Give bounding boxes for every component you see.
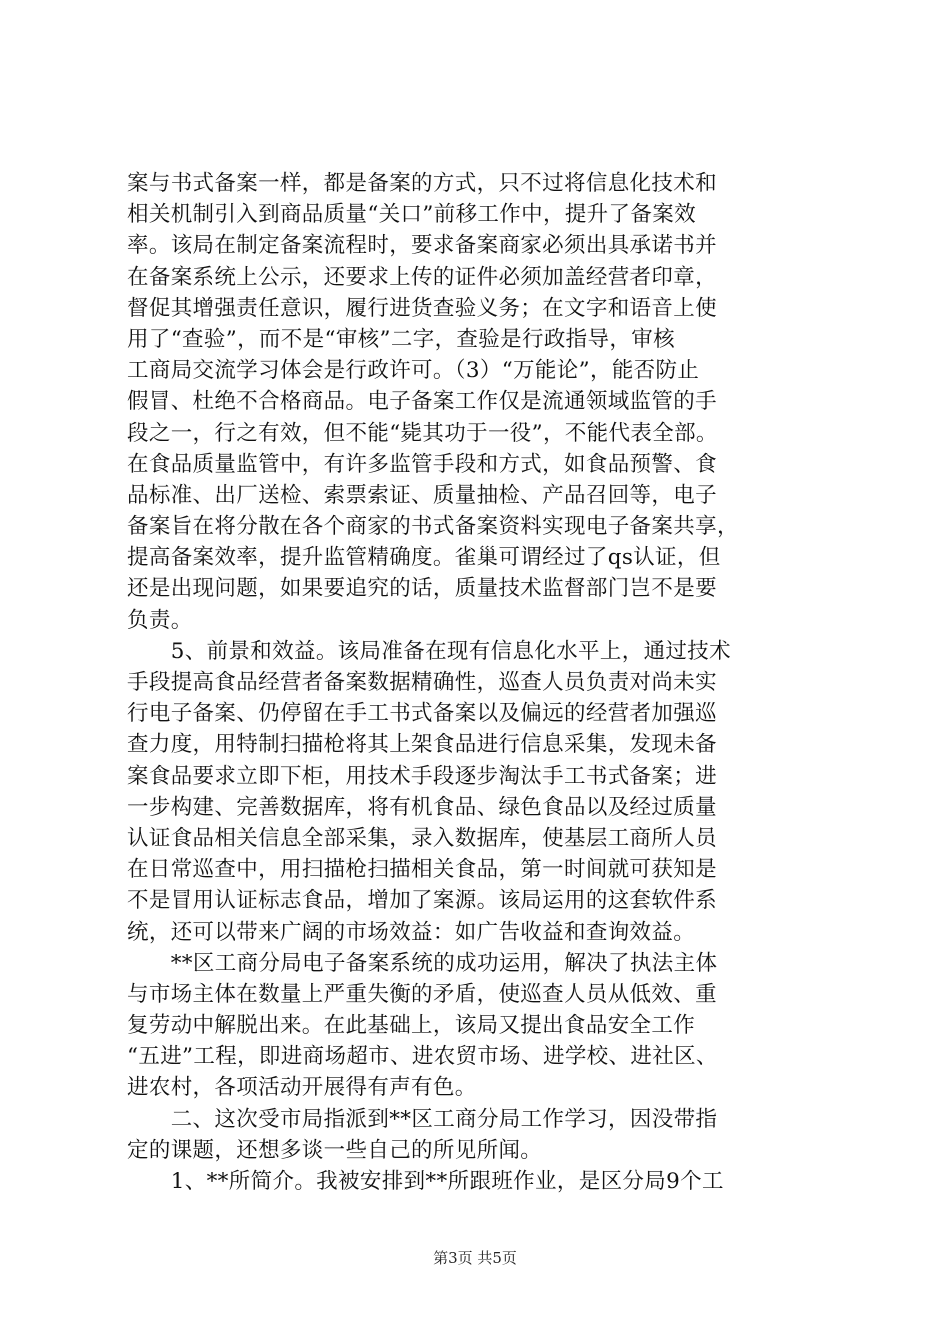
text-line: 在日常巡查中，用扫描枪扫描相关食品，第一时间就可获知是	[127, 857, 717, 883]
text-line: 品标准、出厂送检、索票索证、质量抽检、产品召回等，电子	[127, 482, 717, 508]
page-footer: 第3页 共5页	[433, 1249, 517, 1267]
text-line: 与市场主体在数量上严重失衡的矛盾，使巡查人员从低效、重	[127, 981, 717, 1007]
text-line: 5、前景和效益。该局准备在现有信息化水平上，通过技术	[127, 638, 731, 664]
text-line: 率。该局在制定备案流程时，要求备案商家必须出具承诺书并	[127, 233, 717, 259]
text-line: 备案旨在将分散在各个商家的书式备案资料实现电子备案共享，	[127, 514, 739, 540]
text-line: 还是出现问题，如果要追究的话，质量技术监督部门岂不是要	[127, 576, 717, 602]
text-line: 提高备案效率，提升监管精确度。雀巢可谓经过了qs认证，但	[127, 545, 721, 571]
text-line: 手段提高食品经营者备案数据精确性，巡查人员负责对尚未实	[127, 670, 717, 695]
text-line: **区工商分局电子备案系统的成功运用，解决了执法主体	[127, 950, 718, 976]
body-text	[127, 168, 827, 1197]
text-line: 不是冒用认证标志食品，增加了案源。该局运用的这套软件系	[127, 888, 717, 914]
text-line: 督促其增强责任意识，履行进货查验义务；在文字和语音上使	[127, 295, 717, 321]
text-line: 段之一，行之有效，但不能“毙其功于一役”，不能代表全部。	[127, 420, 718, 446]
text-line: 定的课题，还想多谈一些自己的所见所闻。	[127, 1137, 543, 1163]
text-line: 在食品质量监管中，有许多监管手段和方式，如食品预警、食	[127, 451, 717, 477]
text-line: 认证食品相关信息全部采集，录入数据库，使基层工商所人员	[127, 825, 717, 851]
text-line: 在备案系统上公示，还要求上传的证件必须加盖经营者印章，	[127, 264, 717, 290]
text-line: 案与书式备案一样，都是备案的方式，只不过将信息化技术和	[127, 171, 717, 196]
text-line: 二、这次受市局指派到**区工商分局工作学习，因没带指	[127, 1106, 718, 1132]
text-line: 一步构建、完善数据库，将有机食品、绿色食品以及经过质量	[127, 794, 717, 820]
text-line: 复劳动中解脱出来。在此基础上，该局又提出食品安全工作	[127, 1013, 696, 1039]
text-line: 统，还可以带来广阔的市场效益：如广告收益和查询效益。	[127, 919, 696, 945]
text-line: 进农村，各项活动开展得有声有色。	[127, 1075, 477, 1101]
text-line: 查力度，用特制扫描枪将其上架食品进行信息采集，发现未备	[127, 732, 717, 758]
text-line: 相关机制引入到商品质量“关口”前移工作中，提升了备案效	[127, 202, 696, 228]
text-line: 用了“查验”，而不是“审核”二字，查验是行政指导，审核	[127, 326, 675, 352]
text-line: 1、**所简介。我被安排到**所跟班作业，是区分局9个工	[127, 1169, 724, 1194]
text-line: 行电子备案、仍停留在手工书式备案以及偏远的经营者加强巡	[127, 701, 717, 727]
text-line: 工商局交流学习体会是行政许可。（3）“万能论”，能否防止	[127, 358, 700, 384]
text-line: 假冒、杜绝不合格商品。电子备案工作仅是流通领域监管的手	[127, 389, 717, 415]
text-line: 案食品要求立即下柜，用技术手段逐步淘汰手工书式备案；进	[127, 763, 717, 789]
text-line: 负责。	[127, 607, 193, 633]
text-line: “五进”工程，即进商场超市、进农贸市场、进学校、进社区、	[127, 1044, 718, 1070]
